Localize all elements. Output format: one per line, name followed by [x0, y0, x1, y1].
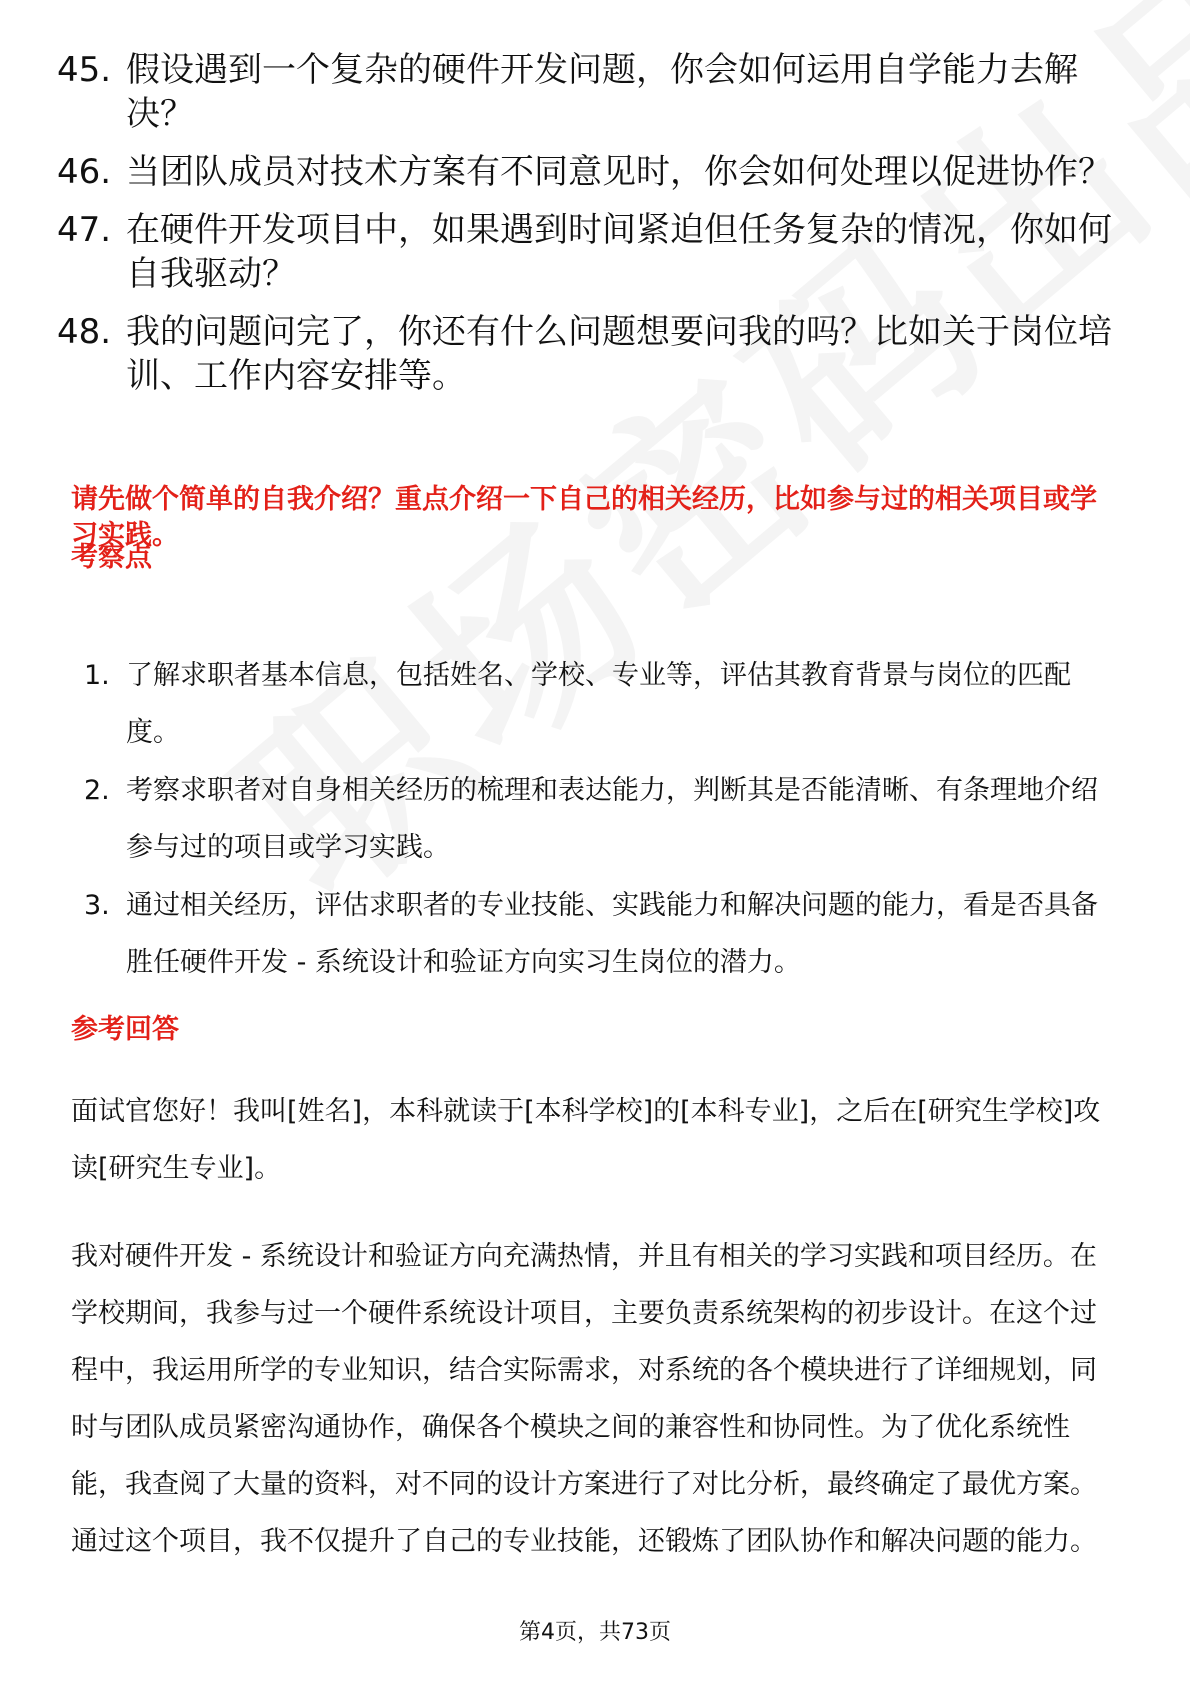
answer-paragraph: 面试官您好！我叫[姓名]，本科就读于[本科学校]的[本科专业]，之后在[研究生学校]攻读[研究生专业]。: [71, 1096, 1101, 1184]
highlight-question: 请先做个简单的自我介绍？重点介绍一下自己的相关经历，比如参与过的相关项目或学习实践。: [71, 484, 1097, 551]
question-list: [57, 48, 1117, 412]
question-text: 假设遇到一个复杂的硬件开发问题，你会如何运用自学能力去解决？: [126, 50, 1078, 134]
question-text: 当团队成员对技术方案有不同意见时，你会如何处理以促进协作？: [126, 152, 1112, 192]
page-footer: 第4页，共73页: [519, 1620, 671, 1645]
point-text: 通过相关经历，评估求职者的专业技能、实践能力和解决问题的能力，看是否具备胜任硬件开发 - 系统设计和验证方向实习生岗位的潜力。: [126, 890, 1098, 978]
assessment-points: [84, 647, 1114, 992]
point-number: 3.: [84, 890, 110, 921]
point-text: 了解求职者基本信息，包括姓名、学校、专业等，评估其教育背景与岗位的匹配度。: [126, 660, 1071, 748]
question-item: [57, 150, 1117, 194]
point-number: 1.: [84, 660, 110, 691]
answer-title: 参考回答: [71, 1014, 179, 1045]
question-number: 48.: [57, 312, 112, 352]
question-text: 我的问题问完了，你还有什么问题想要问我的吗？比如关于岗位培训、工作内容安排等。: [126, 312, 1112, 396]
point-number: 2.: [84, 775, 110, 806]
question-number: 47.: [57, 210, 112, 250]
question-text: 在硬件开发项目中，如果遇到时间紧迫但任务复杂的情况，你如何自我驱动？: [126, 210, 1112, 294]
point-text: 考察求职者对自身相关经历的梳理和表达能力，判断其是否能清晰、有条理地介绍参与过的项目或学习实践。: [126, 775, 1098, 863]
question-item: [57, 48, 1117, 136]
question-item: [57, 310, 1117, 398]
answer-paragraph: 我对硬件开发 - 系统设计和验证方向充满热情，并且有相关的学习实践和项目经历。在学校期间，我参与过一个硬件系统设计项目，主要负责系统架构的初步设计。在这个过程中，我运用所学的专业知识，结合实际需求，对系统的各个模块进行了详细规划，同时与团队成员紧密沟通协作，确保各个模块之间的兼容性和协同性。为了优化系统性能，我查阅了大量的资料，对不同的设计方案进行了对比分析，最终确定了最优方案。通过这个项目，我不仅提升了自己的专业技能，还锻炼了团队协作和解决问题的能力。: [71, 1241, 1097, 1557]
assessment-point: [84, 762, 1114, 876]
question-number: 46.: [57, 152, 112, 192]
assessment-point: [84, 647, 1114, 761]
assessment-title: 考察点: [71, 542, 152, 573]
assessment-point: [84, 877, 1114, 991]
question-number: 45.: [57, 50, 112, 90]
question-item: [57, 208, 1117, 296]
